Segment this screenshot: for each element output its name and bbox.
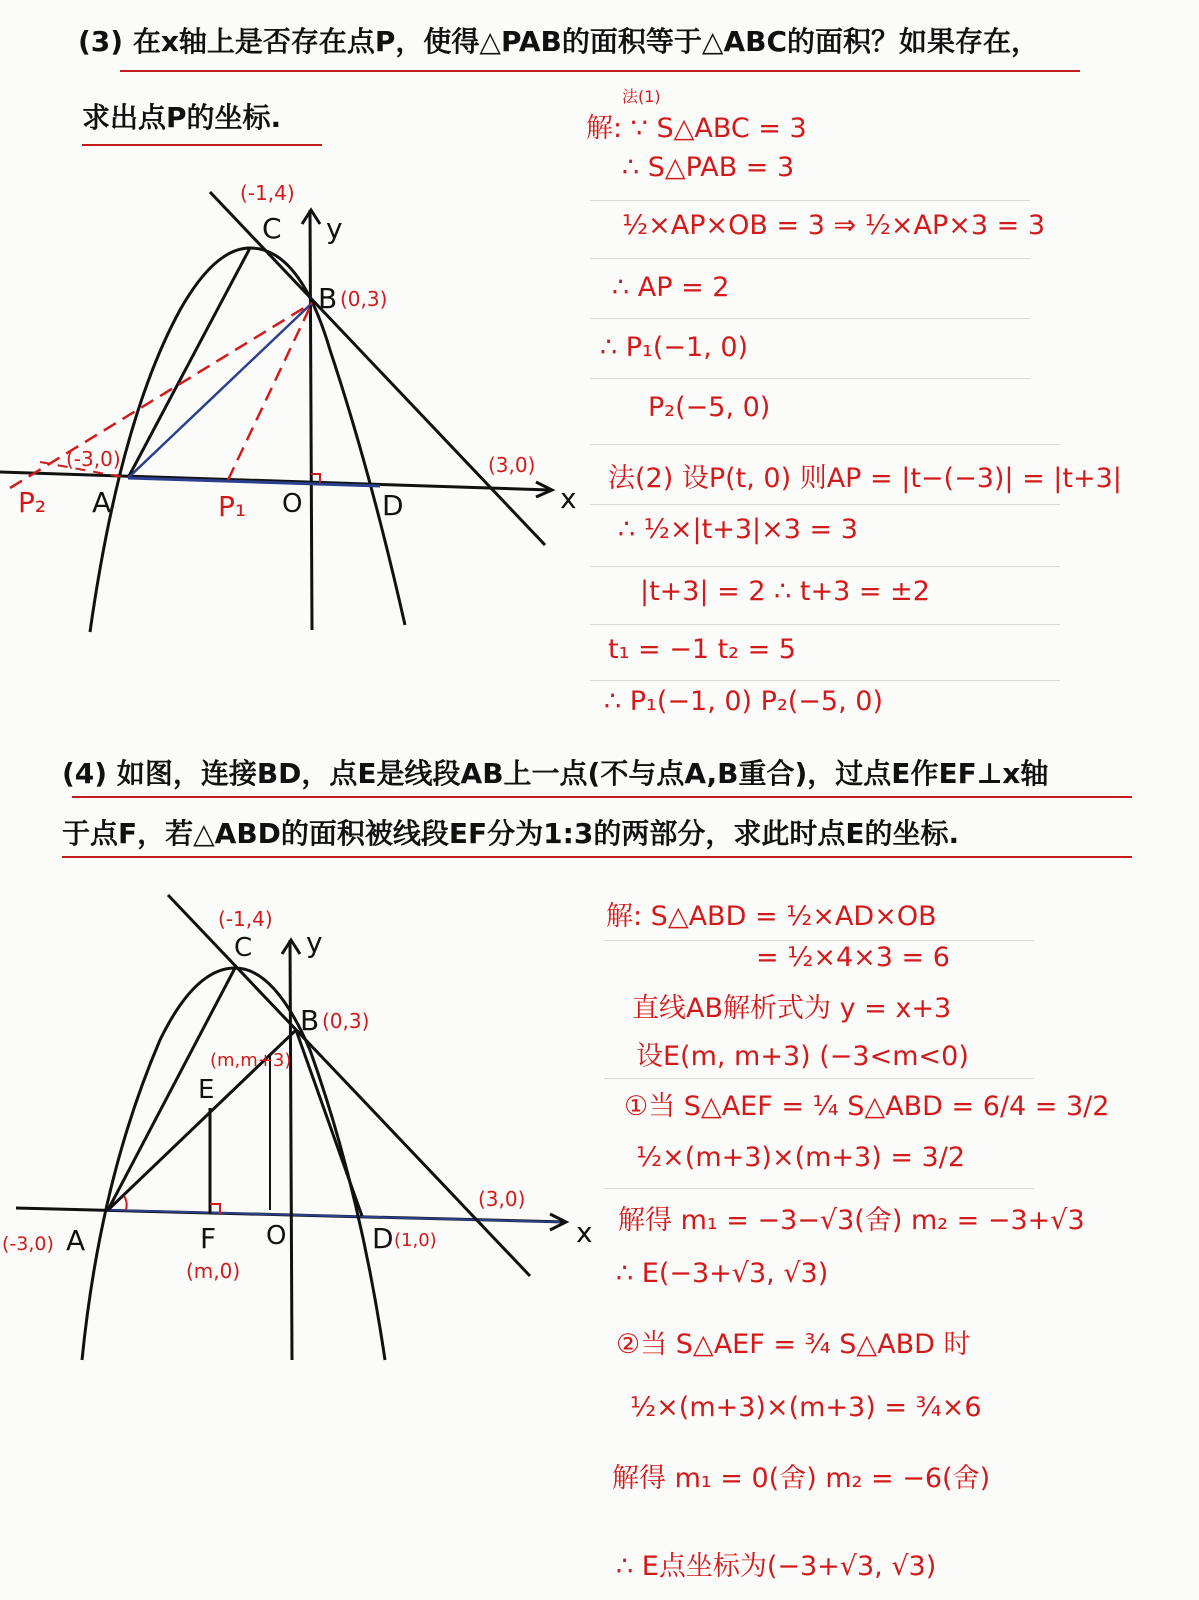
rule <box>604 1188 1034 1189</box>
rule <box>590 680 1060 681</box>
label-y: y <box>326 212 343 245</box>
p4-sol-line5: ①当 S△AEF = ¼ S△ABD = 6/4 = 3/2 <box>624 1091 1110 1122</box>
p3-sol-line3: ½×AP×OB = 3 ⇒ ½×AP×3 = 3 <box>622 210 1046 241</box>
part3-question-underline1 <box>120 70 1080 72</box>
p4-sol-line2: = ½×4×3 = 6 <box>756 942 950 973</box>
p3-sol-line8: ∴ ½×|t+3|×3 = 3 <box>618 514 858 545</box>
label-o: O <box>266 1221 287 1251</box>
p3-sol-line7: 法(2) 设P(t, 0) 则AP = |t−(−3)| = |t+3| <box>608 463 1122 494</box>
rule <box>590 624 1060 625</box>
label-a-coord: (-3,0) <box>66 447 121 471</box>
dashed-p2-b <box>10 303 312 488</box>
label-b: B <box>300 1004 320 1037</box>
label-a: A <box>66 1224 86 1257</box>
part3-question-line1: (3) 在x轴上是否存在点P，使得△PAB的面积等于△ABC的面积？如果存在， <box>78 25 1039 58</box>
label-p1: P₁ <box>218 490 247 523</box>
rule <box>590 566 1060 567</box>
segment-ab <box>128 303 312 478</box>
p3-sol-line6: P₂(−5, 0) <box>648 392 771 423</box>
rule <box>590 444 1060 445</box>
line-cb <box>210 192 545 545</box>
part4-question-underline2 <box>62 856 1132 858</box>
label-p2: P₂ <box>18 486 47 519</box>
p4-sol-line9: ②当 S△AEF = ¾ S△ABD 时 <box>616 1329 971 1360</box>
label-right-coord: (3,0) <box>478 1187 526 1211</box>
p3-sol-line11: ∴ P₁(−1, 0) P₂(−5, 0) <box>604 686 883 717</box>
p4-sol-line4: 设E(m, m+3) (−3<m<0) <box>636 1041 969 1072</box>
dashed-p1-b <box>228 303 312 480</box>
segment-bd <box>296 1030 362 1216</box>
label-a: A <box>92 486 112 519</box>
part3-question-underline2 <box>82 144 322 146</box>
label-x: x <box>560 482 577 515</box>
part4-question-line1: (4) 如图，连接BD，点E是线段AB上一点(不与点A,B重合)，过点E作EF⊥x轴 <box>62 757 1049 790</box>
p4-sol-line12: ∴ E点坐标为(−3+√3, √3) <box>616 1551 937 1582</box>
label-c-coord: (-1,4) <box>218 907 273 931</box>
segment-ac <box>128 248 250 478</box>
p3-method1-tag: 法(1) <box>622 87 661 106</box>
rule <box>604 1078 1034 1079</box>
p3-sol-line5: ∴ P₁(−1, 0) <box>600 332 749 363</box>
p4-sol-line7: 解得 m₁ = −3−√3(舍) m₂ = −3+√3 <box>618 1205 1085 1236</box>
label-b: B <box>318 282 338 315</box>
p3-sol-line1: 解: ∵ S△ABC = 3 <box>586 113 807 144</box>
part4-question-underline1 <box>72 796 1132 798</box>
part3-graph <box>0 170 590 650</box>
rule <box>590 200 1030 201</box>
label-d: D <box>382 489 404 522</box>
x-axis-blue <box>108 1210 560 1222</box>
label-d: D <box>372 1222 394 1255</box>
label-c-coord: (-1,4) <box>240 181 295 205</box>
label-a-coord: (-3,0) <box>2 1233 54 1255</box>
label-d-coord: (1,0) <box>394 1230 437 1251</box>
p4-sol-line3: 直线AB解析式为 y = x+3 <box>632 993 952 1024</box>
y-axis <box>290 940 292 1360</box>
label-y: y <box>306 926 323 959</box>
rule <box>604 940 1034 941</box>
label-x: x <box>576 1216 593 1249</box>
y-axis <box>310 210 312 630</box>
segment-ac <box>108 968 235 1210</box>
p4-sol-line10: ½×(m+3)×(m+3) = ¾×6 <box>630 1392 982 1423</box>
p3-sol-line10: t₁ = −1 t₂ = 5 <box>608 634 796 665</box>
p4-sol-line11: 解得 m₁ = 0(舍) m₂ = −6(舍) <box>612 1463 991 1494</box>
x-axis <box>0 472 550 490</box>
p4-sol-line8: ∴ E(−3+√3, √3) <box>616 1258 829 1289</box>
p3-sol-line4: ∴ AP = 2 <box>612 272 730 303</box>
rule <box>590 258 1030 259</box>
rule <box>590 504 1060 505</box>
label-f-coord: (m,0) <box>186 1259 241 1283</box>
label-e-coord: (m,m+3) <box>210 1050 292 1071</box>
p3-sol-line9: |t+3| = 2 ∴ t+3 = ±2 <box>640 576 930 607</box>
label-c: C <box>234 933 253 963</box>
label-right-coord: (3,0) <box>488 453 536 477</box>
rule <box>590 318 1030 319</box>
angle-arc-a <box>124 1196 127 1210</box>
rule <box>590 378 1030 379</box>
part3-question-line2: 求出点P的坐标. <box>82 101 282 134</box>
label-f: F <box>200 1222 217 1255</box>
line-cb <box>168 895 530 1276</box>
part4-graph <box>0 880 600 1370</box>
label-b-coord: (0,3) <box>322 1009 370 1033</box>
part4-question-line2: 于点F，若△ABD的面积被线段EF分为1:3的两部分，求此时点E的坐标. <box>62 817 960 850</box>
label-c: C <box>262 212 282 245</box>
label-o: O <box>282 489 303 519</box>
p4-sol-line6: ½×(m+3)×(m+3) = 3/2 <box>636 1142 965 1173</box>
p3-sol-line2: ∴ S△PAB = 3 <box>622 152 795 183</box>
label-e: E <box>198 1075 215 1105</box>
p4-sol-line1: 解: S△ABD = ½×AD×OB <box>606 901 937 932</box>
label-b-coord: (0,3) <box>340 287 388 311</box>
